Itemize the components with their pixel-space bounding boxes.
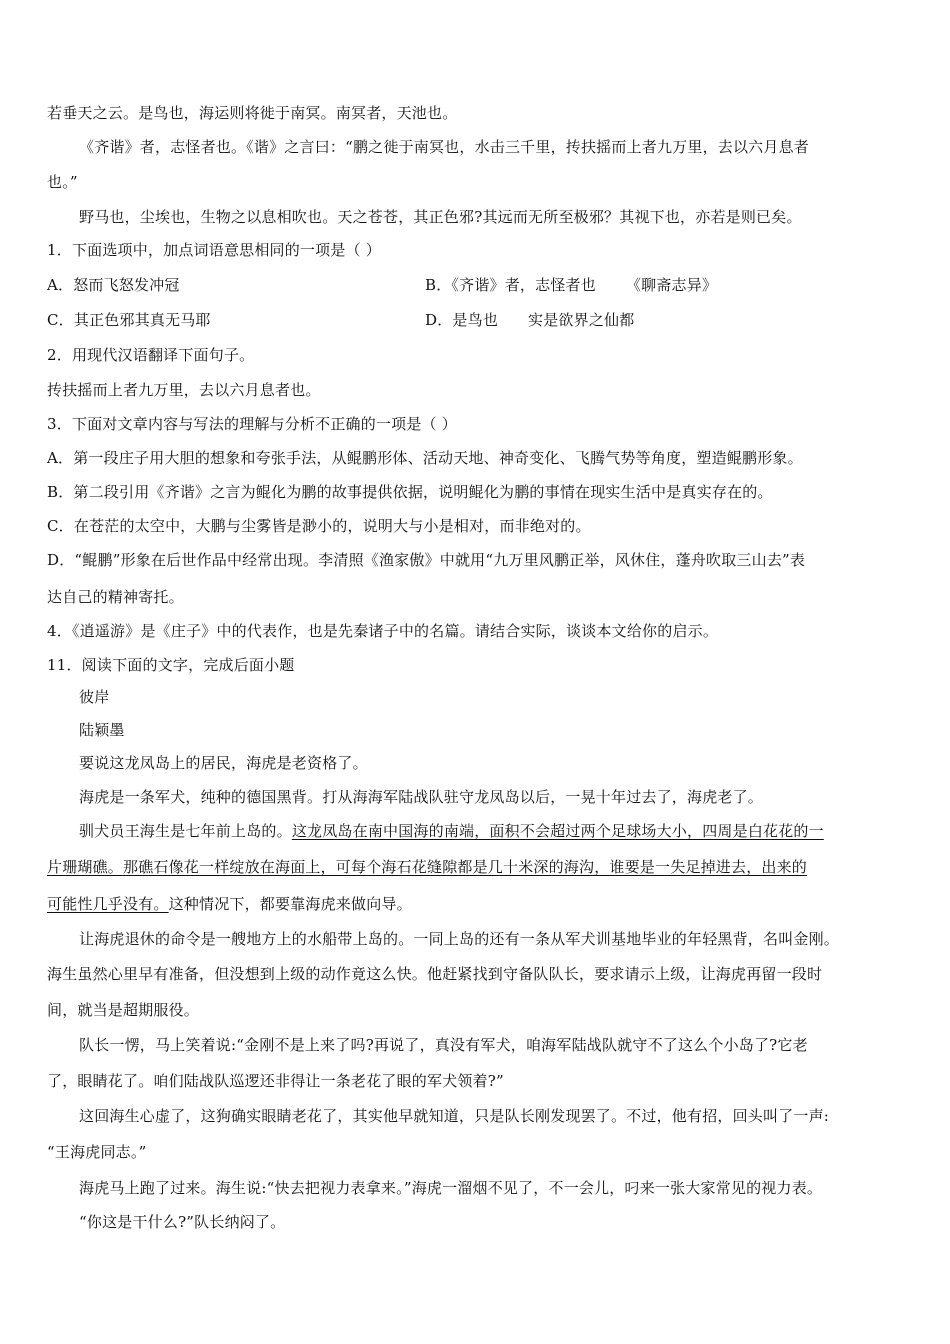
text-run: 驯犬员王海生是七年前上岛的。 [79, 822, 292, 840]
option-d-text: D．是鸟也 [425, 311, 499, 329]
article-paragraph-cont: 海生虽然心里早有准备，但没想到上级的动作竟这么快。他赶紧找到守备队队长，要求请示上级，让海虎再留一段时 [47, 965, 823, 983]
article-paragraph: 这回海生心虚了，这狗确实眼睛老花了，其实他早就知道，只是队长刚发现罢了。不过，他有招，回头叫了一声: [79, 1107, 830, 1125]
underlined-text: 可能性几乎没有。 [47, 895, 169, 913]
question-3-stem: 3．下面对文章内容与写法的理解与分析不正确的一项是（ ） [47, 415, 457, 433]
article-paragraph: “你这是干什么?”队长纳闷了。 [79, 1213, 286, 1231]
option-c: C．其正色邪其真无马耶 [47, 311, 211, 329]
option-d [425, 310, 634, 330]
article-author: 陆颖墨 [79, 721, 125, 739]
option-b-text-2: 《聊斋志异》 [625, 276, 718, 294]
question-3-option-d: D．“鲲鹏”形象在后世作品中经常出现。李清照《渔家傲》中就用“九万里风鹏正举，风休住，蓬舟吹取三山去”表 [47, 551, 806, 569]
option-b [425, 275, 717, 295]
text-run: 这种情况下，都要靠海虎来做向导。 [168, 895, 412, 913]
question-3-option-d-cont: 达自己的精神寄托。 [47, 588, 184, 606]
article-paragraph-cont [47, 857, 807, 877]
passage-line: 也。” [47, 173, 78, 191]
article-paragraph: 让海虎退休的命令是一艘地方上的水船带上岛的。一同上岛的还有一条从军犬训基地毕业的年轻黑背，名叫金刚。 [79, 930, 840, 948]
article-paragraph-cont [47, 894, 412, 914]
article-paragraph [79, 821, 824, 841]
article-paragraph: 要说这龙凤岛上的居民，海虎是老资格了。 [79, 754, 368, 772]
question-4-stem: 4．《逍遥游》是《庄子》中的代表作，也是先秦诸子中的名篇。请结合实际，谈谈本文给你的启示。 [47, 622, 719, 640]
article-paragraph-cont: “王海虎同志。” [47, 1143, 147, 1161]
article-paragraph-cont: 间，就当是超期服役。 [47, 1001, 200, 1019]
passage-line: 野马也，尘埃也，生物之以息相吹也。天之苍苍，其正色邪?其远而无所至极邪？其视下也，亦若是则已矣。 [79, 208, 802, 226]
article-paragraph: 队长一愣，马上笑着说:“金刚不是上来了吗?再说了，真没有军犬，咱海军陆战队就守不了这么个小岛了?它老 [79, 1036, 808, 1054]
option-b-text: B．《齐谐》者，志怪者也 [425, 276, 596, 294]
question-1-options-row-2 [47, 310, 907, 330]
article-paragraph: 海虎是一条军犬，纯种的德国黑背。打从海海军陆战队驻守龙凤岛以后，一晃十年过去了，海虎老了。 [79, 788, 764, 806]
question-3-option-c: C．在苍茫的太空中，大鹏与尘雾皆是渺小的，说明大与小是相对，而非绝对的。 [47, 517, 591, 535]
article-paragraph-cont: 了，眼睛花了。咱们陆战队巡逻还非得让一条老花了眼的军犬领着?” [47, 1072, 504, 1090]
underlined-text: 片珊瑚礁。那礁石像花一样绽放在海面上，可每个海石花缝隙都是几十米深的海沟，谁要是一失足掉进去，出来的 [47, 858, 808, 876]
article-title: 彼岸 [79, 688, 110, 706]
passage-line: 若垂天之云。是鸟也，海运则将徙于南冥。南冥者，天池也。 [47, 104, 458, 122]
question-1-stem: 1．下面选项中，加点词语意思相同的一项是（ ） [47, 241, 381, 259]
question-2-sentence: 抟扶摇而上者九万里，去以六月息者也。 [47, 381, 321, 399]
question-1-options-row-1 [47, 275, 907, 295]
option-d-text-2: 实是欲界之仙都 [528, 311, 635, 329]
question-2-stem: 2．用现代汉语翻译下面句子。 [47, 346, 255, 364]
question-11-stem: 11．阅读下面的文字，完成后面小题 [47, 656, 295, 674]
question-3-option-a: A．第一段庄子用大胆的想象和夸张手法，从鲲鹏形体、活动天地、神奇变化、飞腾气势等角度，塑造鲲鹏形象。 [47, 449, 803, 467]
passage-line: 《齐谐》者，志怪者也。《谐》之言曰：“鹏之徙于南冥也，水击三千里，抟扶摇而上者九万里，去以六月息者 [79, 138, 809, 156]
question-3-option-b: B．第二段引用《齐谐》之言为鲲化为鹏的故事提供依据，说明鲲化为鹏的事情在现实生活中是真实存在的。 [47, 483, 773, 501]
article-paragraph: 海虎马上跑了过来。海生说:“快去把视力表拿来。”海虎一溜烟不见了，不一会儿，叼来一张大家常见的视力表。 [79, 1179, 823, 1197]
underlined-text: 这龙凤岛在南中国海的南端，面积不会超过两个足球场大小，四周是白花花的一 [291, 822, 824, 840]
option-a: A．怒而飞怒发冲冠 [47, 276, 180, 294]
